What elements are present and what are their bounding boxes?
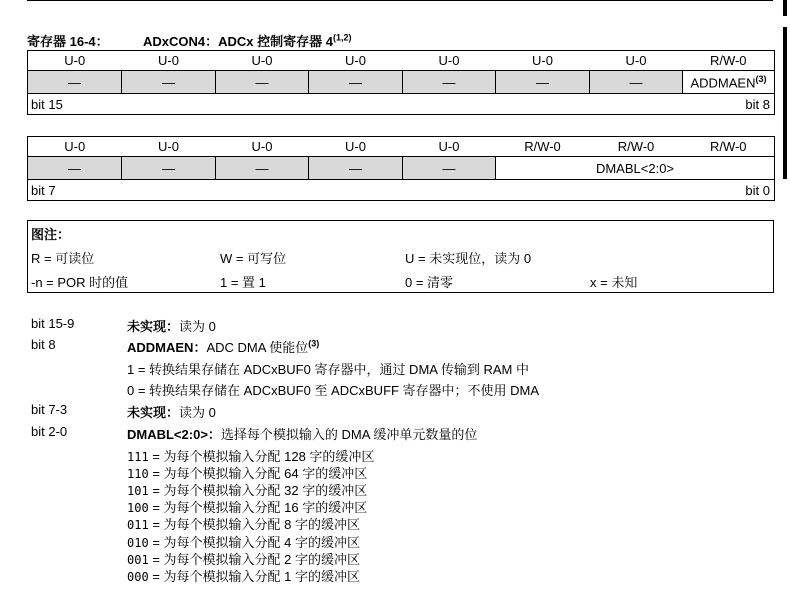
access-cell: U-0 (590, 51, 683, 71)
access-cell: U-0 (403, 137, 496, 157)
dmabl-option (127, 566, 360, 585)
access-cell: U-0 (403, 51, 496, 71)
dmabl-text: = 为每个模拟输入分配 128 字的缓冲区 (152, 449, 375, 464)
bit-cell-unimplemented: — (216, 71, 309, 94)
desc-text: ADC DMA 使能位 (206, 340, 309, 355)
desc-name: ADDMAEN： (127, 340, 207, 355)
addmaen-label: ADDMAEN (690, 75, 756, 91)
bit-cell-unimplemented: — (403, 157, 496, 180)
desc-bit-2-0-label: bit 2-0 (31, 424, 68, 439)
bit-cell-unimplemented: — (309, 71, 403, 94)
access-cell: U-0 (309, 51, 403, 71)
top-rule (27, 0, 773, 1)
access-cell: U-0 (28, 137, 122, 157)
dmabl-code: 110 (127, 467, 149, 481)
legend-box (27, 220, 774, 293)
access-row-low (28, 137, 775, 157)
bit-cell-unimplemented: — (216, 157, 309, 180)
register-number: 寄存器 16-4： (27, 34, 109, 49)
bit-cell-unimplemented: — (122, 71, 216, 94)
access-cell: U-0 (28, 51, 122, 71)
legend-one: 1 = 置 1 (220, 275, 266, 290)
dmabl-code: 000 (127, 570, 149, 584)
desc-name: DMABL<2:0>： (127, 427, 221, 442)
desc-name: 未实现： (127, 405, 180, 420)
bit-cell-unimplemented: — (403, 71, 496, 94)
dmabl-text: = 为每个模拟输入分配 4 字的缓冲区 (152, 535, 360, 550)
margin-bar-top (783, 0, 787, 16)
legend-title: 图注： (31, 227, 71, 242)
bit-cell-unimplemented: — (28, 71, 122, 94)
desc-text: 读为 0 (179, 405, 216, 420)
access-row-high (28, 51, 775, 71)
bit-cell-dmabl: DMABL<2:0> (496, 157, 775, 180)
dmabl-text: = 为每个模拟输入分配 2 字的缓冲区 (152, 552, 360, 567)
legend-zero: 0 = 清零 (405, 275, 454, 290)
desc-bit-8-option-0: 0 = 转换结果存储在 ADCxBUF0 至 ADCxBUFF 寄存器中；不使用 DMA (127, 383, 540, 398)
legend-u: U = 未实现位，读为 0 (405, 251, 532, 266)
bit-end-label: bit 0 (745, 182, 770, 198)
bit-row-low (28, 157, 775, 180)
bit-cell-addmaen (683, 71, 775, 94)
access-cell: R/W-0 (683, 137, 775, 157)
bit-cell-unimplemented: — (590, 71, 683, 94)
dmabl-code: 111 (127, 450, 149, 464)
register-table-low (27, 136, 775, 201)
dmabl-text: = 为每个模拟输入分配 8 字的缓冲区 (152, 517, 360, 532)
bit-range-cell (28, 94, 775, 115)
bit-range-row-high (28, 94, 775, 115)
register-name: ADxCON4：ADCx 控制寄存器 4 (143, 34, 333, 49)
bit-cell-unimplemented: — (28, 157, 122, 180)
desc-bit-2-0 (127, 424, 477, 443)
dmabl-code: 100 (127, 501, 149, 515)
desc-bit-8 (127, 337, 319, 356)
register-table-high (27, 50, 775, 115)
desc-bit-15-9-label: bit 15-9 (31, 316, 75, 331)
bit-start-label: bit 7 (31, 182, 56, 198)
register-title (27, 31, 352, 50)
dmabl-text: = 为每个模拟输入分配 32 字的缓冲区 (152, 483, 368, 498)
desc-bit-7-3-label: bit 7-3 (31, 402, 68, 417)
access-cell: R/W-0 (496, 137, 590, 157)
bit-start-label: bit 15 (31, 96, 63, 112)
register-title-note: (1,2) (332, 32, 352, 43)
desc-text: 读为 0 (179, 319, 216, 334)
desc-name: 未实现： (127, 319, 180, 334)
access-cell: R/W-0 (590, 137, 683, 157)
access-cell: R/W-0 (683, 51, 775, 71)
bit-range-row-low (28, 180, 775, 201)
legend-w: W = 可写位 (220, 251, 287, 266)
bit-cell-unimplemented: — (122, 157, 216, 180)
desc-bit-15-9 (127, 316, 216, 335)
dmabl-text: = 为每个模拟输入分配 16 字的缓冲区 (152, 500, 368, 515)
access-cell: U-0 (122, 51, 216, 71)
access-cell: U-0 (309, 137, 403, 157)
bit-range-cell (28, 180, 775, 201)
addmaen-note: (3) (755, 73, 767, 84)
dmabl-code: 011 (127, 518, 149, 532)
access-cell: U-0 (216, 51, 309, 71)
margin-bar (783, 27, 787, 179)
dmabl-code: 101 (127, 484, 149, 498)
bit-cell-unimplemented: — (496, 71, 590, 94)
desc-note: (3) (308, 338, 320, 349)
dmabl-option (127, 514, 360, 533)
desc-bit-7-3 (127, 402, 216, 421)
desc-bit-8-label: bit 8 (31, 337, 56, 352)
dmabl-code: 010 (127, 536, 149, 550)
access-cell: U-0 (216, 137, 309, 157)
desc-text: 选择每个模拟输入的 DMA 缓冲单元数量的位 (220, 427, 478, 442)
legend-x: x = 未知 (590, 275, 638, 290)
dmabl-code: 001 (127, 553, 149, 567)
legend-n: -n = POR 时的值 (31, 275, 129, 290)
dmabl-text: = 为每个模拟输入分配 1 字的缓冲区 (152, 569, 360, 584)
legend-r: R = 可读位 (31, 251, 95, 266)
bit-end-label: bit 8 (745, 96, 770, 112)
dmabl-text: = 为每个模拟输入分配 64 字的缓冲区 (152, 466, 368, 481)
access-cell: U-0 (122, 137, 216, 157)
access-cell: U-0 (496, 51, 590, 71)
bit-cell-unimplemented: — (309, 157, 403, 180)
desc-bit-8-option-1: 1 = 转换结果存储在 ADCxBUF0 寄存器中，通过 DMA 传输到 RAM 中 (127, 362, 529, 377)
bit-row-high (28, 71, 775, 94)
